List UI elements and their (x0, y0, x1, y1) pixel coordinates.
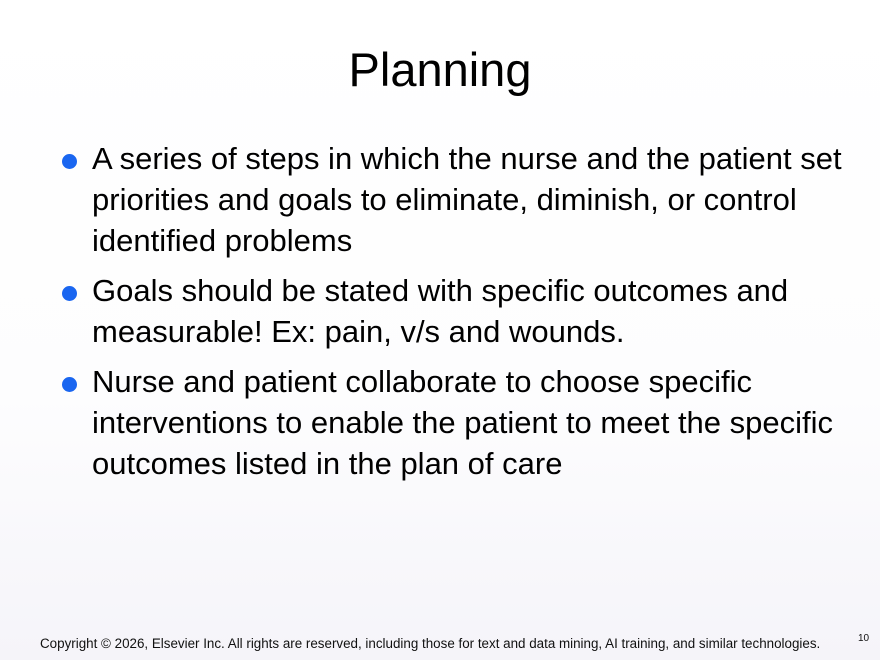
slide-title: Planning (348, 43, 532, 96)
bullet-text: Nurse and patient collaborate to choose specific interventions to enable the patient to meet the specific outcomes listed in the plan of care (92, 364, 834, 481)
bullet-dot-icon (62, 377, 77, 392)
bullet-text: Goals should be stated with specific outcomes and measurable! Ex: pain, v/s and wounds. (92, 273, 789, 349)
page-number: 10 (858, 633, 870, 644)
bullet-list (92, 138, 852, 493)
bullet-item (92, 270, 852, 352)
bullet-text: A series of steps in which the nurse and the patient set priorities and goals to eliminate, diminish, or control identified problems (92, 141, 842, 258)
copyright-footer: Copyright © 2026, Elsevier Inc. All rights are reserved, including those for text and data mining, AI training, and similar technologies. (40, 636, 821, 651)
bullet-item (92, 138, 852, 261)
bullet-dot-icon (62, 286, 77, 301)
bullet-item (92, 361, 852, 484)
bullet-dot-icon (62, 154, 77, 169)
